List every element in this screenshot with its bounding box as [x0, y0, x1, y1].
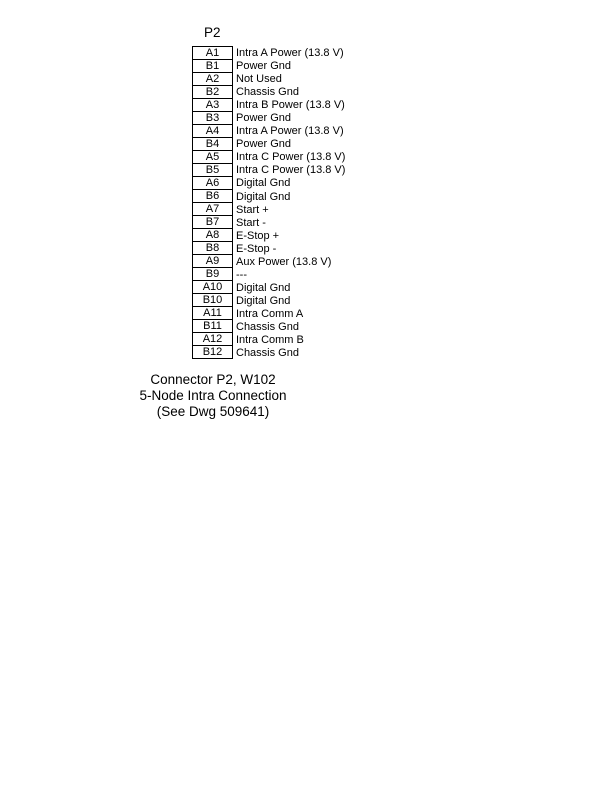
signal-label: Intra A Power (13.8 V) [236, 125, 344, 138]
signal-label: Digital Gnd [236, 281, 291, 294]
pin-cell: B1 [193, 60, 232, 73]
signal-label: Intra C Power (13.8 V) [236, 164, 346, 177]
pin-cell: A4 [193, 125, 232, 138]
pin-cell: B11 [193, 320, 232, 333]
pin-cell: A5 [193, 151, 232, 164]
pin-cell: B2 [193, 86, 232, 99]
pin-cell: B12 [193, 346, 232, 359]
signal-label: Intra Comm A [236, 307, 304, 320]
signal-label: Power Gnd [236, 138, 292, 151]
pin-cell: A1 [193, 47, 232, 60]
pin-cell: B5 [193, 164, 232, 177]
pin-cell: B3 [193, 112, 232, 125]
caption-line-description: 5-Node Intra Connection [139, 388, 287, 403]
caption-line-reference: (See Dwg 509641) [156, 404, 270, 419]
pin-cell: A6 [193, 177, 232, 190]
connector-label: P2 [204, 25, 221, 40]
signal-label: E-Stop - [236, 242, 277, 255]
signal-label: Digital Gnd [236, 294, 291, 307]
signal-label: E-Stop + [236, 229, 280, 242]
pin-cell: A8 [193, 229, 232, 242]
pin-cell: B9 [193, 268, 232, 281]
signal-label: Digital Gnd [236, 190, 291, 203]
pin-cell: A9 [193, 255, 232, 268]
signal-label: Chassis Gnd [236, 320, 299, 333]
signal-label: Intra B Power (13.8 V) [236, 99, 345, 112]
signal-label: Intra A Power (13.8 V) [236, 47, 344, 59]
pin-cell: A7 [193, 203, 232, 216]
signal-label: Not Used [236, 73, 282, 86]
pin-cell: B7 [193, 216, 232, 229]
pin-cell: A3 [193, 99, 232, 112]
caption-line-connector: Connector P2, W102 [150, 372, 276, 387]
signal-label: Aux Power (13.8 V) [236, 255, 332, 268]
signal-label: Start + [236, 203, 269, 216]
pin-cell: A12 [193, 333, 232, 346]
signal-label: Intra Comm B [236, 334, 304, 347]
pin-cell: B8 [193, 242, 232, 255]
pin-cell: B6 [193, 190, 232, 203]
pin-cell: A2 [193, 73, 232, 86]
pin-table [192, 46, 233, 359]
signal-label: Chassis Gnd [236, 347, 299, 360]
signal-label: Power Gnd [236, 112, 292, 125]
signal-label: Digital Gnd [236, 177, 291, 190]
signal-label: --- [236, 268, 247, 281]
pin-cell: A11 [193, 307, 232, 320]
signal-label: Intra C Power (13.8 V) [236, 151, 346, 164]
pin-cell: B10 [193, 294, 232, 307]
pin-cell: A10 [193, 281, 232, 294]
caption [113, 372, 313, 420]
signal-list [236, 47, 345, 360]
pin-cell: B4 [193, 138, 232, 151]
signal-label: Chassis Gnd [236, 86, 299, 99]
signal-label: Start - [236, 216, 266, 229]
signal-label: Power Gnd [236, 60, 292, 73]
